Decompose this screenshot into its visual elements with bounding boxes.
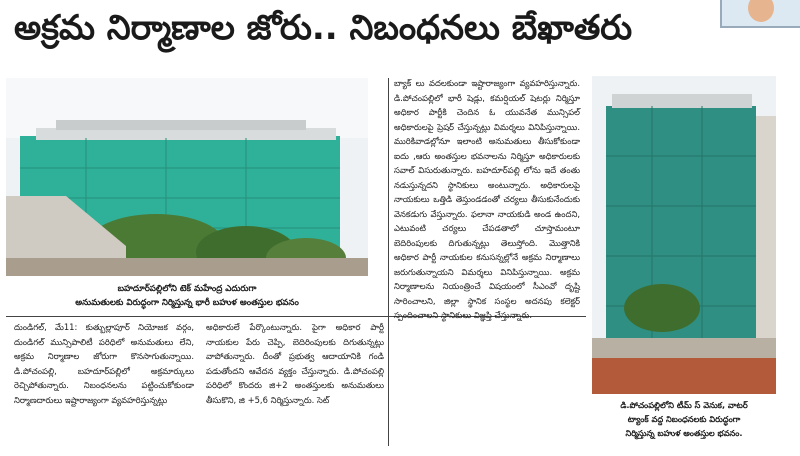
headline: అక్రమ నిర్మాణాల జోరు.. నిబంధనలు బేఖాతరు bbox=[14, 8, 633, 48]
article-column-1 bbox=[14, 320, 194, 407]
paragraph: దుండిగల్, మే11: కుత్బుల్లాపూర్ నియోజక వర్గం, దుండిగల్ మున్సిపాలిటీ పరిధిలో అనుమతులు లేని, అక్రమ నిర్మాణాల జోరుగా కొనసాగుతున్నాయి. డి.పోచంపల్లి, బహదూర్‌పల్లిలో అక్రమార్కులు రెచ్చిపోతున్నారు. నిబంధనలను పట్టించుకోకుండా నిర్మాణదారులు ఇష్టారాజ్యంగా వ్యవహరిస్తున్నట్లు bbox=[14, 322, 194, 405]
caption-line: అనుమతులకు విరుద్ధంగా నిర్మిస్తున్న భారీ బహుళ అంతస్తుల భవనం bbox=[75, 298, 299, 308]
article-column-2 bbox=[206, 320, 384, 407]
photo-left-caption bbox=[6, 282, 368, 310]
caption-line: ట్యాంక్ వద్ద నిబంధనలకు విరుద్ధంగా bbox=[627, 414, 741, 424]
paragraph: బ్యాక్ లు వదలకుండా ఇష్టారాజ్యంగా వ్యవహరిస్తున్నారు. డి.పోచంపల్లిలో భారీ షెడ్లు, కమర్షియల్ షెటర్లు నిర్మిస్తూ అధికార పార్టీకి చెందిన ఓ యువనేత మున్సిపల్ అధికారులపై ప్రెషర్ చేస్తున్నట్లు విమర్శలు వినిపిస్తున్నాయి. మురికివాడల్లోనూ ఇలాంటి అనుమతులు తీసుకోకుండా ఐదు ,ఆరు అంతస్తుల భవనాలను నిర్మిస్తూ అధికారులకు సవాల్ విసురుతున్నారు. బహదూర్‌పల్లి లోను ఇదే తంతు నడుస్తున్నదని స్థానికులు అంటున్నారు. అధికారులపై నాయకులు ఒత్తిడి తెస్తుండడంతో చర్యలు తీసుకునేందుకు వెనకడుగు వేస్తున్నారు. ఫలానా నాయకుడి అండ ఉందని, ఎటువంటి చర్యలు చేపడతాలో చూస్తామంటూ బెదిరింపులకు దిగుతున్నట్లు తెలుస్తోంది. మొత్తానికి అధికార పార్టీ నాయకుల కనుసన్నల్లోనే అక్రమ నిర్మాణాలు జరుగుతున్నాయని విమర్శలు వినిపిస్తున్నాయి. అక్రమ నిర్మాణాలను నియంత్రించే విషయంలో సీఎంవో దృష్టి సారించాలని, జిల్లా స్థానిక సంస్థల అదనపు కలెక్టర్ స్పందించాలని స్థానికులు విజ్ఞప్తి చేస్తున్నారు. bbox=[394, 78, 580, 320]
article-column-3 bbox=[394, 76, 580, 323]
caption-line: నిర్మిస్తున్న బహుళ అంతస్తుల భవనం. bbox=[625, 428, 743, 438]
author-photo-thumbnail bbox=[720, 0, 800, 28]
caption-line: డి.పోచంపల్లిలోని టీమ్ స్ వెనుక, వాటర్ bbox=[620, 400, 748, 410]
caption-line: బహదూర్‌పల్లిలోని టెక్ మహేంద్ర ఎదురుగా bbox=[117, 284, 257, 294]
paragraph: అధికారులే పేర్కొంటున్నారు. పైగా అధికార పార్టీ నాయకుల పేరు చెప్పి, బెదిరింపులకు దిగుతున్నట్లు వాపోతున్నారు. దీంతో ప్రభుత్వ ఆదాయానికి గండి పడుతోందని ఆవేదన వ్యక్తం చేస్తున్నారు. డి.పోచంపల్లి పరిధిలో కొందరు జి+2 అంతస్తులకు అనుమతులు తీసుకొని, జి +5,6 నిర్మిస్తున్నారు. సెట్ bbox=[206, 322, 384, 405]
photo-right-caption bbox=[592, 398, 776, 440]
building-photo-right bbox=[592, 76, 776, 394]
building-photo-left bbox=[6, 78, 368, 276]
column-divider bbox=[388, 78, 389, 446]
